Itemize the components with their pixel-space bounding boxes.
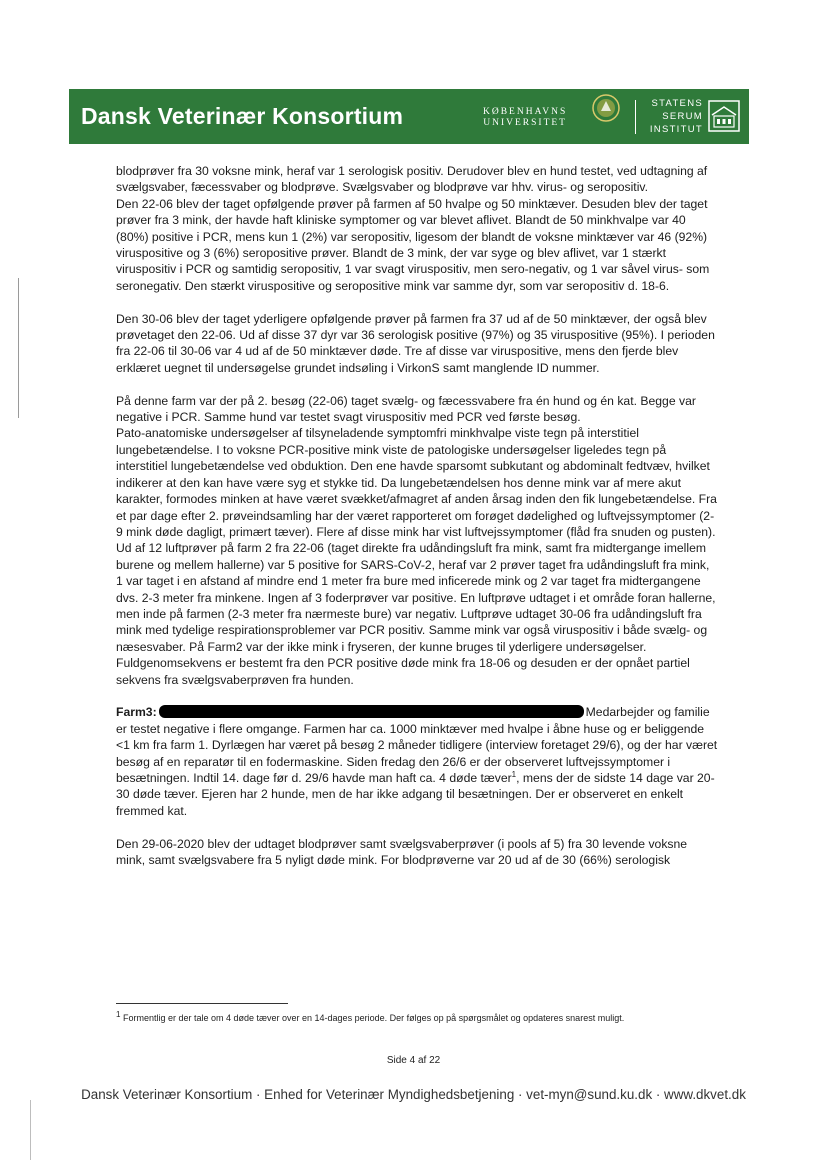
redaction-bar [159,705,584,718]
consortium-title: Dansk Veterinær Konsortium [81,103,404,129]
ku-line2: UNIVERSITET [483,118,567,128]
paragraph-serology-summary: blodprøver fra 30 voksne mink, heraf var 1 serologisk positiv. Derudover blev en hund testet, ved udtagning af svælgsvaber, fæcessvaber og blodprøve. Svælgsvaber og blodprøve var hhv. virus- og seropositiv. [116,164,708,195]
footnote-rule [116,1003,288,1004]
main-body-text [116,163,718,868]
paragraph-pathology: Pato-anatomiske undersøgelser af tilsyneladende symptomfri minkhvalpe viste tegn på interstitiel lungebetændelse. I to voksne PCR-positive mink viste de patologiske undersøgelser ligeledes tegn på interstitiel lungebetændelse ved obduktion. Den ene havde sparsomt subkutant og abdominalt fedtvæv, hvilket indikerer at den kan have være syg et stykke tid. Da lungebetændelsen hos denne mink var af mere akut karakter, formodes minken at have været svækket/afmagret af anden årsag inden den fik lungebetændelse. Fra et par dage efter 2. prøveindsamling har der været rapporteret om forøget dødelighed og luftvejssymptomer (2-9 mink døde dagligt, primært tæver). Flere af disse mink har vist luftvejssymptomer (flåd fra snuden og pusten). [116,426,717,539]
scan-artifact-line [18,278,19,418]
paragraph-genome-sequence: Fuldgenomsekvens er bestemt fra den PCR positive døde mink fra 18-06 og desuden er der opnået partiel sekvens fra svælgsvaberprøven fra hunden. [116,656,690,687]
logo-divider [635,100,636,134]
footnote-text: Formentlig er der tale om 4 døde tæver over en 14-dages periode. Der følges op på spørgsmålet og opdateres snarest muligt. [120,1013,625,1023]
paragraph-air-samples: Ud af 12 luftprøver på farm 2 fra 22-06 (taget direkte fra udåndingsluft fra mink, samt fra midtergange imellem burene og mellem hallerne) var 5 positive for SARS-CoV-2, heraf var 2 prøver taget fra udåndingsluft fra mink, 1 var taget i en afstand af mindre end 1 meter fra bure med inficerede mink og 2 var taget fra midtergangene dvs. 2-3 meter fra minkene. Ingen af 3 foderprøver var positive. En luftprøve udtaget i et område foran hallerne, men inde på farmen (2-3 meter fra nærmeste bure) var negativ. Luftprøve udtaget 30-06 fra udåndingsluft fra mink med tydelige respirationsproblemer var PCR positiv. Samme mink var også viruspositiv i både svælg- og næsesvaber. På Farm2 var der ikke mink i fryseren, der kunne bruges til yderligere undersøgelser. [116,541,716,654]
ku-line1: KØBENHAVNS [483,107,568,117]
farm3-text-start: Medarbejder og familie er testet negative i flere omgange. Farmen har ca. 1000 minktæver med hvalpe i åbne huse og er beliggende <1 km fra farm 1. Dyrlægen har været på besøg 2 måneder tidligere (interview foretaget 29/6), og der har været besøg af en reparatør til en fodermaskine. Siden fredag den 26/6 er der observeret luftvejssymptomer i besætningen. Indtil 14. dage før d. 29/6 havde man haft ca. 4 døde tæver [116,705,718,785]
farm3-text-end: , mens der de sidste 14 dage var 20-30 døde tæver. Ejeren har 2 hunde, men de har ikke adgang til besætningen. Der er observeret en enkelt fremmed kat. [116,770,715,818]
footnote [116,1010,625,1023]
paragraph-farm3-sampling: Den 29-06-2020 blev der udtaget blodprøver samt svælgsvaberprøver (i pools af 5) fra 30 levende voksne mink, samt svælgsvabere fra 5 nyligt døde mink. For blodprøverne var 20 ud af de 30 (66%) serologisk [116,836,688,867]
paragraph-followup-22-06: Den 22-06 blev der taget opfølgende prøver på farmen af 50 hvalpe og 50 minktæver. Desuden blev der taget prøver fra 3 mink, der havde haft kliniske symptomer og var blevet aflivet. Blandt de 50 minkhvalpe var 40 (80%) positive i PCR, mens kun 1 (2%) var seropositiv, ligesom der blandt de voksne minktæver var 46 (92%) viruspositive og 3 (6%) seropositive prøver. Blandt de 3 mink, der var syge og blev aflivet, var 1 stærkt viruspositiv i PCR og samtidig seropositiv, 1 var svagt viruspositiv, men sero-negativ, og 1 var såvel virus- som seronegativ. Den stærkt viruspositive og seropositive mink var samme dyr, som var seropositiv d. 18-6. [116,196,710,293]
paragraph-farm3 [116,704,718,819]
page-number: Side 4 af 22 [386,1055,441,1066]
footnote-reference[interactable]: 1 [511,769,517,779]
scan-artifact-line [30,1100,31,1160]
ssi-line3: INSTITUT [649,124,703,135]
ssi-building-icon [707,99,741,133]
header-banner [69,89,749,144]
ku-seal-icon [591,93,621,123]
farm3-label: Farm3: [116,705,157,720]
paragraph-dog-cat-samples: På denne farm var der på 2. besøg (22-06) taget svælg- og fæcessvabere fra én hund og én kat. Begge var negative i PCR. Samme hund var testet svagt viruspositiv med PCR ved første besøg. [116,393,696,425]
ssi-line1: STATENS [651,98,703,109]
paragraph-followup-30-06: Den 30-06 blev der taget yderligere opfølgende prøver på farmen fra 37 ud af de 50 minktæver, der også blev prøvetaget den 22-06. Ud af disse 37 dyr var 36 serologisk positive (97%) og 35 viruspositive (95%). I perioden fra 22-06 til 30-06 var 4 ud af de 50 minktæver døde. Tre af disse var viruspositive, mens den fjerde blev erklæret uegnet til undersøgelse grundet indsøling i VirkonS samt manglende ID nummer. [116,311,715,375]
page-footer: Dansk Veterinær Konsortium · Enhed for Veterinær Myndighedsbetjening · vet-myn@sund.ku.dk · www.dkvet.dk [81,1087,746,1102]
ssi-line2: SERUM [662,111,703,122]
ku-logo-text [483,107,567,129]
ssi-logo-text [647,97,703,136]
footnote-marker: 1 [116,1010,121,1019]
